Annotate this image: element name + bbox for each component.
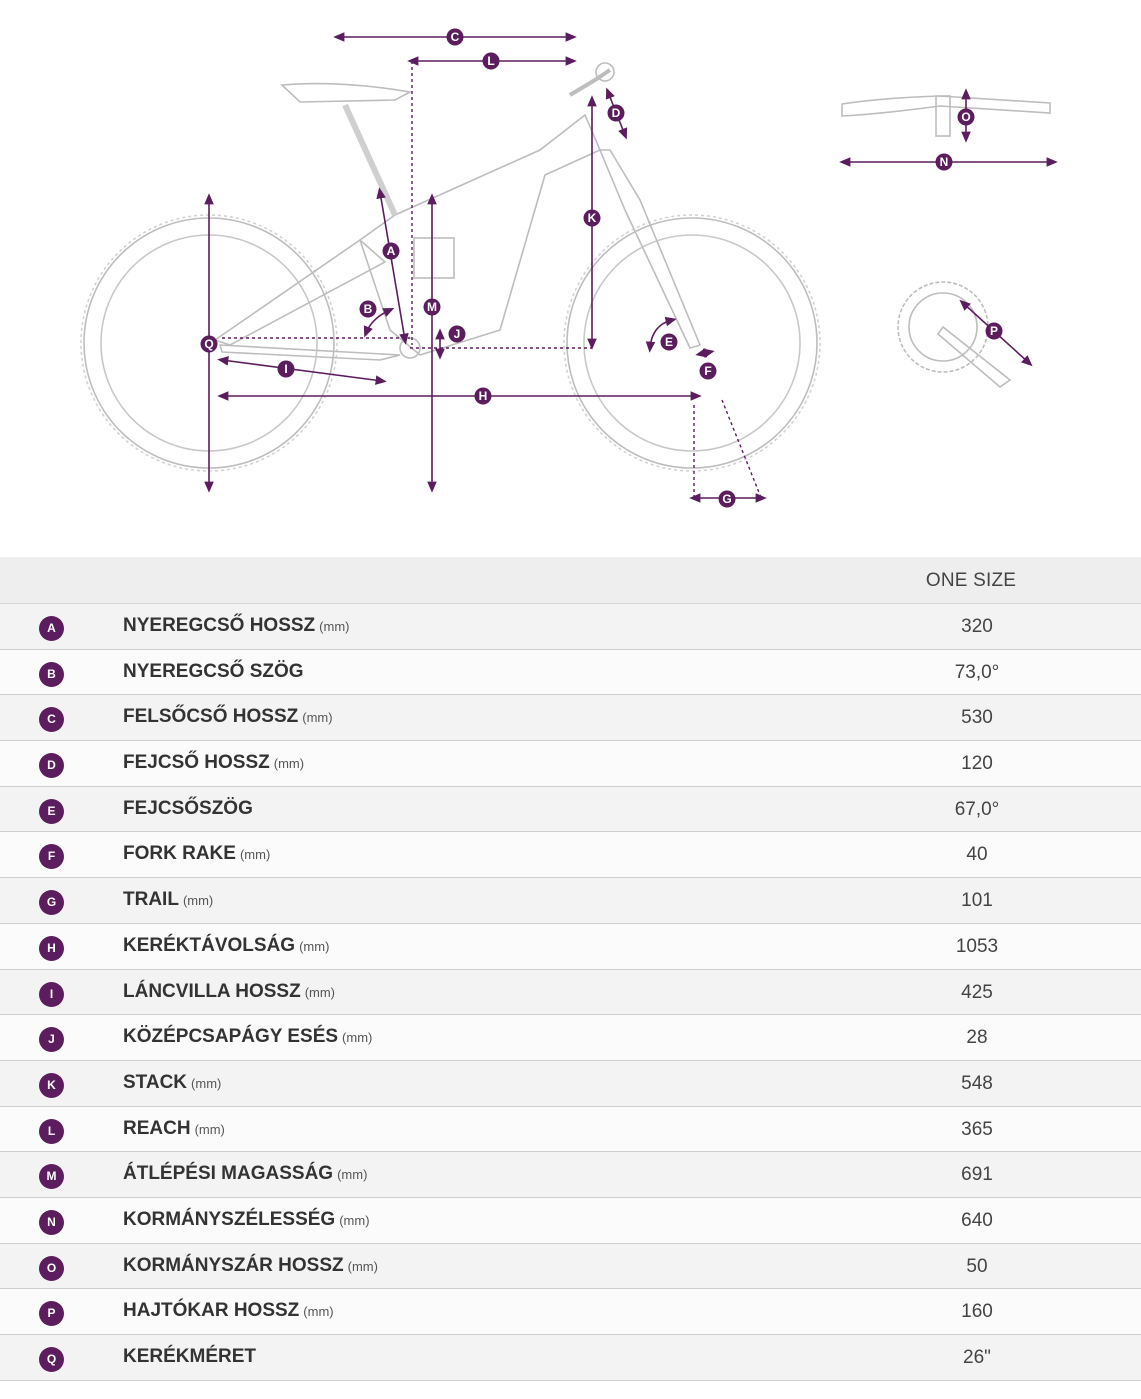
row-unit: (mm) bbox=[299, 938, 330, 954]
row-value: 120 bbox=[961, 753, 993, 775]
diagram-label-badge bbox=[958, 109, 975, 126]
table-body bbox=[0, 604, 1141, 1381]
row-value: 40 bbox=[966, 844, 988, 866]
diagram-label-badge bbox=[447, 29, 464, 46]
main-frame bbox=[360, 115, 600, 355]
table-row bbox=[0, 1061, 1141, 1107]
table-row bbox=[0, 1152, 1141, 1198]
row-letter-badge: K bbox=[39, 1073, 64, 1098]
diagram-label-text: P bbox=[989, 324, 999, 339]
row-letter-badge: J bbox=[39, 1027, 64, 1052]
row-unit: (mm) bbox=[342, 1030, 373, 1046]
row-unit: (mm) bbox=[337, 1167, 368, 1183]
geometry-diagram bbox=[0, 0, 1141, 557]
seatstay bbox=[215, 240, 385, 345]
row-unit: (mm) bbox=[182, 893, 214, 909]
table-row bbox=[0, 832, 1141, 878]
row-value: 28 bbox=[966, 1027, 988, 1049]
row-label-text: FEJCSŐSZÖG bbox=[123, 797, 253, 819]
diagram-label-badge bbox=[475, 388, 492, 405]
row-label-text: KERÉKTÁVOLSÁG bbox=[123, 934, 296, 956]
diagram-label-text: D bbox=[611, 106, 621, 121]
row-letter-badge: N bbox=[39, 1210, 64, 1235]
table-row bbox=[0, 695, 1141, 741]
chainstay bbox=[220, 345, 400, 360]
diagram-label-text: Q bbox=[204, 337, 214, 352]
diagram-label-badge bbox=[986, 323, 1003, 340]
diagram-label-badge bbox=[584, 210, 601, 227]
row-label bbox=[123, 661, 308, 683]
table-row bbox=[0, 741, 1141, 787]
diagram-label-text: E bbox=[664, 335, 674, 350]
diagram-label-text: O bbox=[961, 110, 971, 125]
row-value: 160 bbox=[961, 1301, 993, 1323]
row-label bbox=[123, 1255, 378, 1277]
diagram-label-badge bbox=[424, 299, 441, 316]
row-value: 530 bbox=[961, 707, 993, 729]
row-unit: (mm) bbox=[304, 984, 336, 1000]
row-letter-badge: O bbox=[39, 1256, 64, 1281]
diagram-label-text: C bbox=[450, 30, 460, 45]
diagram-label-text: H bbox=[478, 389, 488, 404]
row-unit: (mm) bbox=[194, 1121, 225, 1137]
row-value: 50 bbox=[966, 1255, 988, 1277]
row-label bbox=[123, 615, 349, 637]
row-unit: (mm) bbox=[339, 1212, 370, 1228]
row-value: 425 bbox=[961, 981, 993, 1003]
row-label-text: KERÉKMÉRET bbox=[123, 1346, 257, 1367]
row-label-text: ÁTLÉPÉSI MAGASSÁG bbox=[123, 1163, 334, 1185]
row-unit: (mm) bbox=[302, 710, 333, 726]
diagram-label-badge bbox=[278, 361, 295, 378]
table-row bbox=[0, 1107, 1141, 1153]
row-label-text: REACH bbox=[123, 1117, 191, 1139]
row-letter-badge: I bbox=[39, 982, 64, 1007]
fork bbox=[600, 150, 700, 348]
diagram-label-badge bbox=[449, 326, 466, 343]
row-value: 67,0° bbox=[954, 798, 1000, 820]
row-letter-badge: M bbox=[39, 1164, 64, 1189]
diagram-label-badge bbox=[719, 491, 736, 508]
row-label-text: NYEREGCSŐ SZÖG bbox=[123, 660, 304, 682]
row-value: 73,0° bbox=[954, 661, 1000, 683]
row-value: 1053 bbox=[955, 935, 999, 957]
row-label bbox=[123, 1072, 221, 1094]
row-letter-badge: A bbox=[39, 616, 64, 641]
row-letter-badge: H bbox=[39, 936, 64, 961]
diagram-label-text: L bbox=[487, 54, 495, 69]
seatpost bbox=[345, 105, 395, 215]
row-label bbox=[123, 843, 270, 865]
diagram-label-text: B bbox=[363, 302, 373, 317]
stem bbox=[570, 70, 610, 95]
diagram-label-text: M bbox=[427, 300, 437, 315]
row-value: 548 bbox=[961, 1072, 993, 1094]
row-letter-badge: B bbox=[39, 662, 64, 687]
row-value: 640 bbox=[961, 1209, 993, 1231]
row-label-text: STACK bbox=[123, 1071, 188, 1093]
row-value: 691 bbox=[961, 1164, 993, 1186]
row-label-text: FORK RAKE bbox=[123, 843, 236, 865]
diagram-label-badge bbox=[360, 301, 377, 318]
row-unit: (mm) bbox=[191, 1075, 222, 1091]
row-label-text: TRAIL bbox=[123, 889, 179, 911]
row-label bbox=[123, 706, 333, 728]
table-header bbox=[0, 557, 1141, 604]
row-label bbox=[123, 1346, 260, 1368]
row-letter-badge: D bbox=[39, 753, 64, 778]
table-row bbox=[0, 650, 1141, 696]
bike-geometry-svg bbox=[0, 0, 1141, 557]
row-label-text: KORMÁNYSZÉLESSÉG bbox=[123, 1208, 336, 1230]
table-row bbox=[0, 1198, 1141, 1244]
table-row bbox=[0, 1244, 1141, 1290]
row-value: 320 bbox=[961, 616, 993, 637]
table-row bbox=[0, 787, 1141, 833]
row-letter-badge: P bbox=[39, 1301, 64, 1326]
row-label-text: KÖZÉPCSAPÁGY ESÉS bbox=[123, 1026, 339, 1048]
diagram-label-badge bbox=[661, 334, 678, 351]
row-letter-badge: F bbox=[39, 844, 64, 869]
row-label bbox=[123, 1300, 334, 1322]
geometry-table bbox=[0, 557, 1141, 1381]
row-letter-badge: E bbox=[39, 799, 64, 824]
table-row bbox=[0, 924, 1141, 970]
front-rim bbox=[584, 235, 800, 451]
diagram-label-badge bbox=[483, 53, 500, 70]
row-label-text: FEJCSŐ HOSSZ bbox=[123, 752, 270, 774]
row-label bbox=[123, 981, 335, 1003]
stem-inset bbox=[936, 96, 950, 136]
table-row bbox=[0, 604, 1141, 650]
row-unit: (mm) bbox=[303, 1304, 334, 1320]
diagram-label-text: K bbox=[587, 211, 597, 226]
row-unit: (mm) bbox=[239, 847, 271, 863]
diagram-label-text: A bbox=[386, 244, 396, 259]
row-label bbox=[123, 889, 213, 911]
row-label bbox=[123, 752, 304, 774]
row-unit: (mm) bbox=[319, 619, 350, 634]
row-label-text: FELSŐCSŐ HOSSZ bbox=[123, 706, 299, 728]
row-label-text: KORMÁNYSZÁR HOSSZ bbox=[123, 1254, 344, 1276]
saddle bbox=[282, 84, 410, 102]
row-label bbox=[123, 1026, 372, 1048]
table-row bbox=[0, 1335, 1141, 1381]
diagram-label-text: G bbox=[722, 492, 732, 507]
size-column-header: ONE SIZE bbox=[925, 570, 1017, 591]
table-row bbox=[0, 1289, 1141, 1335]
row-unit: (mm) bbox=[347, 1258, 378, 1274]
row-letter-badge: C bbox=[39, 707, 64, 732]
row-value: 101 bbox=[961, 890, 993, 912]
diagram-label-badge bbox=[700, 363, 717, 380]
table-row bbox=[0, 970, 1141, 1016]
row-value: 365 bbox=[961, 1118, 993, 1140]
diagram-label-text: N bbox=[939, 155, 949, 170]
row-label bbox=[123, 1118, 225, 1140]
diagram-label-text: I bbox=[284, 362, 288, 377]
diagram-label-text: F bbox=[704, 364, 712, 379]
diagram-label-badge bbox=[936, 154, 953, 171]
row-label bbox=[123, 935, 329, 957]
row-unit: (mm) bbox=[273, 756, 305, 772]
row-letter-badge: L bbox=[39, 1119, 64, 1144]
row-letter-badge: G bbox=[39, 890, 64, 915]
diagram-label-text: J bbox=[453, 327, 461, 342]
row-label-text: LÁNCVILLA HOSSZ bbox=[123, 980, 301, 1002]
row-label-text: NYEREGCSŐ HOSSZ bbox=[123, 615, 316, 636]
row-label bbox=[123, 1163, 367, 1185]
row-label-text: HAJTÓKAR HOSSZ bbox=[123, 1300, 300, 1322]
table-row bbox=[0, 878, 1141, 924]
shock bbox=[414, 238, 454, 278]
diagram-label-badge bbox=[383, 243, 400, 260]
front-tire bbox=[567, 218, 817, 468]
row-letter-badge: Q bbox=[39, 1347, 64, 1372]
row-label bbox=[123, 798, 257, 820]
row-label bbox=[123, 1209, 370, 1231]
diagram-label-badge bbox=[201, 336, 218, 353]
row-value: 26" bbox=[963, 1347, 991, 1368]
diagram-label-badge bbox=[608, 105, 625, 122]
handlebar-inset bbox=[842, 96, 1050, 116]
table-row bbox=[0, 1015, 1141, 1061]
